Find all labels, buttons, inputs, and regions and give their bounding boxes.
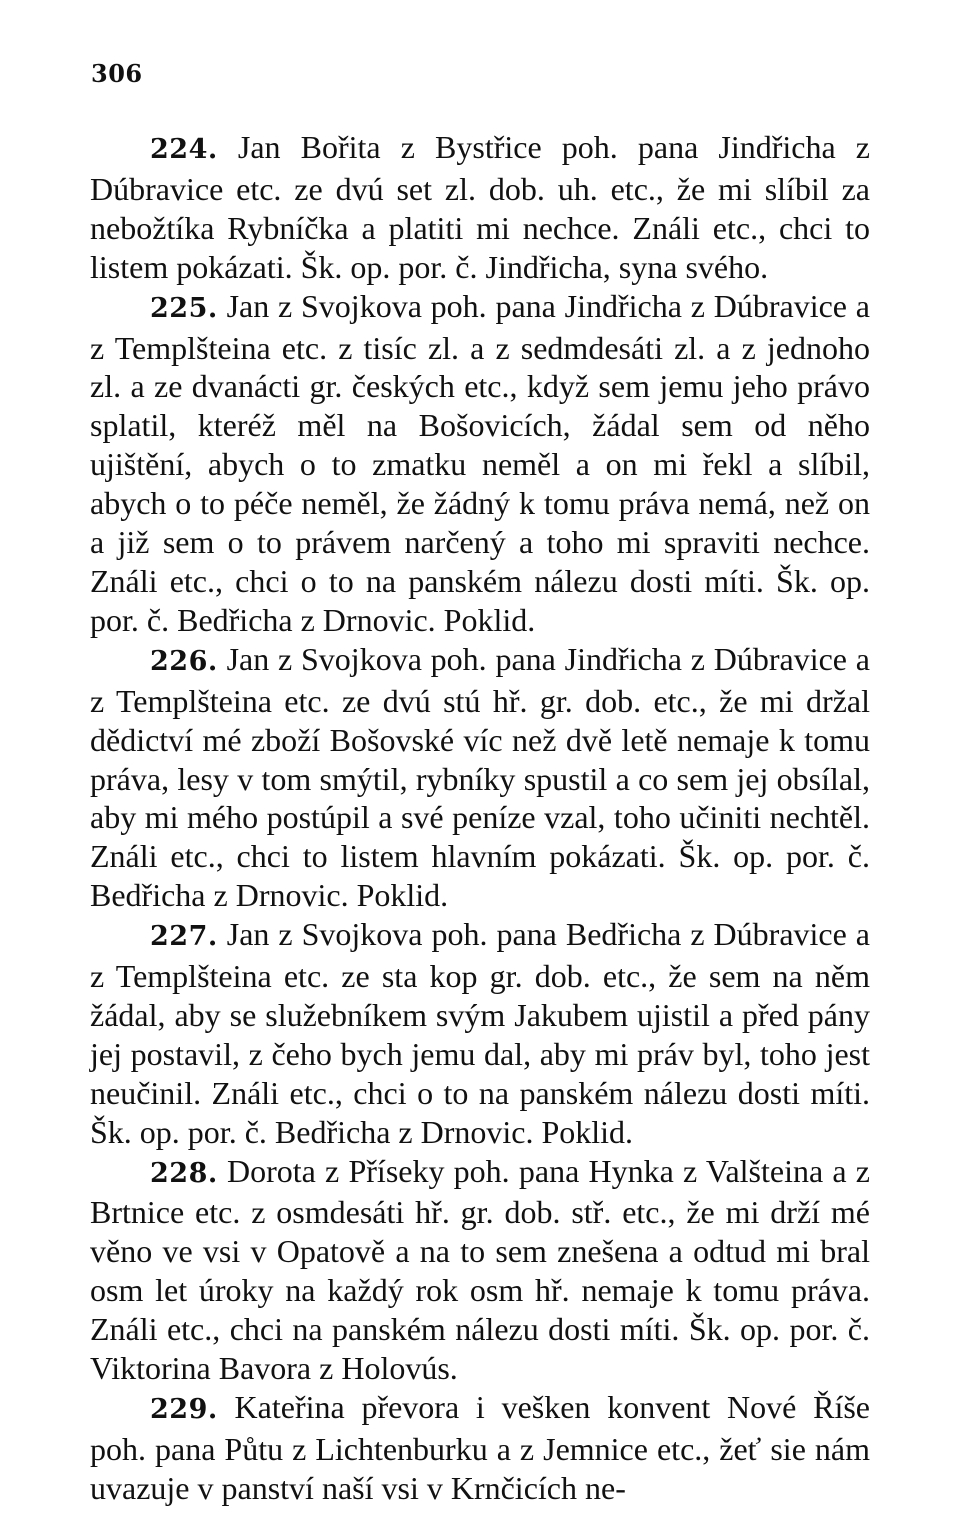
body-text <box>90 128 870 1508</box>
entry-text: Jan z Svojkova poh. pana Jindřicha z Dúbravice a z Templšteina etc. ze dvú stú hř. gr. dob. etc., že mi držal dědictví mé zboží Bošovské víc než dvě letě nemaje k tomu práva, lesy v tom smýtil, rybníky spustil a co sem jej obsílal, aby mi mého postúpil a své peníze vzal, toho učiniti nechtěl. Ználi etc., chci to listem hlavním pokázati. Šk. op. por. č. Bedřicha z Drnovic. Poklid. <box>90 640 871 914</box>
entry-229 <box>90 1388 870 1508</box>
entry-227 <box>90 915 870 1151</box>
entry-number: 224. <box>150 134 218 165</box>
entry-number: 229. <box>150 1394 218 1425</box>
entry-text: Jan z Svojkova poh. pana Bedřicha z Dúbravice a z Templšteina etc. ze sta kop gr. dob. etc., že sem na něm žádal, aby se služebníkem svým Jakubem ujistil a před pány jej postavil, z čeho bych jemu dal, aby mi práv byl, toho jest neučinil. Ználi etc., chci o to na panském nálezu dosti míti. Šk. op. por. č. Bedřicha z Drnovic. Poklid. <box>90 916 871 1150</box>
page-number: 306 <box>91 59 143 88</box>
entry-number: 225. <box>150 292 218 324</box>
entry-text: Jan Bořita z Bystřice poh. pana Jindřicha z Dúbravice etc. ze dvú set zl. dob. uh. etc., že mi slíbil za nebožtíka Rybníčka a platiti mi nechce. Ználi etc., chci to listem pokázati. Šk. op. por. č. Jindřicha, syna svého. <box>90 129 871 285</box>
entry-text: Jan z Svojkova poh. pana Jindřicha z Dúbravice a z Templšteina etc. z tisíc zl. a z sedmdesáti zl. a z jednoho zl. a ze dvanácti gr. českých etc., když sem jemu jeho právo splatil, kteréž měl na Bošovicích, žádal sem od něho ujištění, abych o to zmatku neměl a on mi řekl a slíbil, abych o to péče neměl, že žádný k tomu práva nemá, než on a již sem o to právem narčený a toho mi spraviti nechce. Ználi etc., chci o to na panském nálezu dosti míti. Šk. op. por. č. Bedřicha z Drnovic. Poklid. <box>90 287 871 638</box>
entry-225 <box>90 287 870 640</box>
entry-text: Dorota z Příseky poh. pana Hynka z Valšteina a z Brtnice etc. z osmdesáti hř. gr. dob. stř. etc., že mi drží mé věno ve vsi v Opatově a na to sem znešena a odtud mi bral osm let úroky na každý rok osm hř. nemaje k tomu práva. Ználi etc., chci na panském nálezu dosti míti. Šk. op. por. č. Viktorina Bavora z Holovús. <box>90 1152 871 1387</box>
entry-text: Kateřina převora i vešken konvent Nové Říše poh. pana Půtu z Lichtenburku a z Jemnice etc., žeť sie nám uvazuje v panství naší vsi v Krnčicích ne- <box>90 1389 871 1506</box>
entry-224 <box>90 128 870 287</box>
entry-number: 227. <box>150 921 218 953</box>
entry-number: 226. <box>150 645 218 677</box>
entry-228 <box>90 1152 870 1388</box>
entry-226 <box>90 640 870 915</box>
entry-number: 228. <box>150 1157 218 1189</box>
